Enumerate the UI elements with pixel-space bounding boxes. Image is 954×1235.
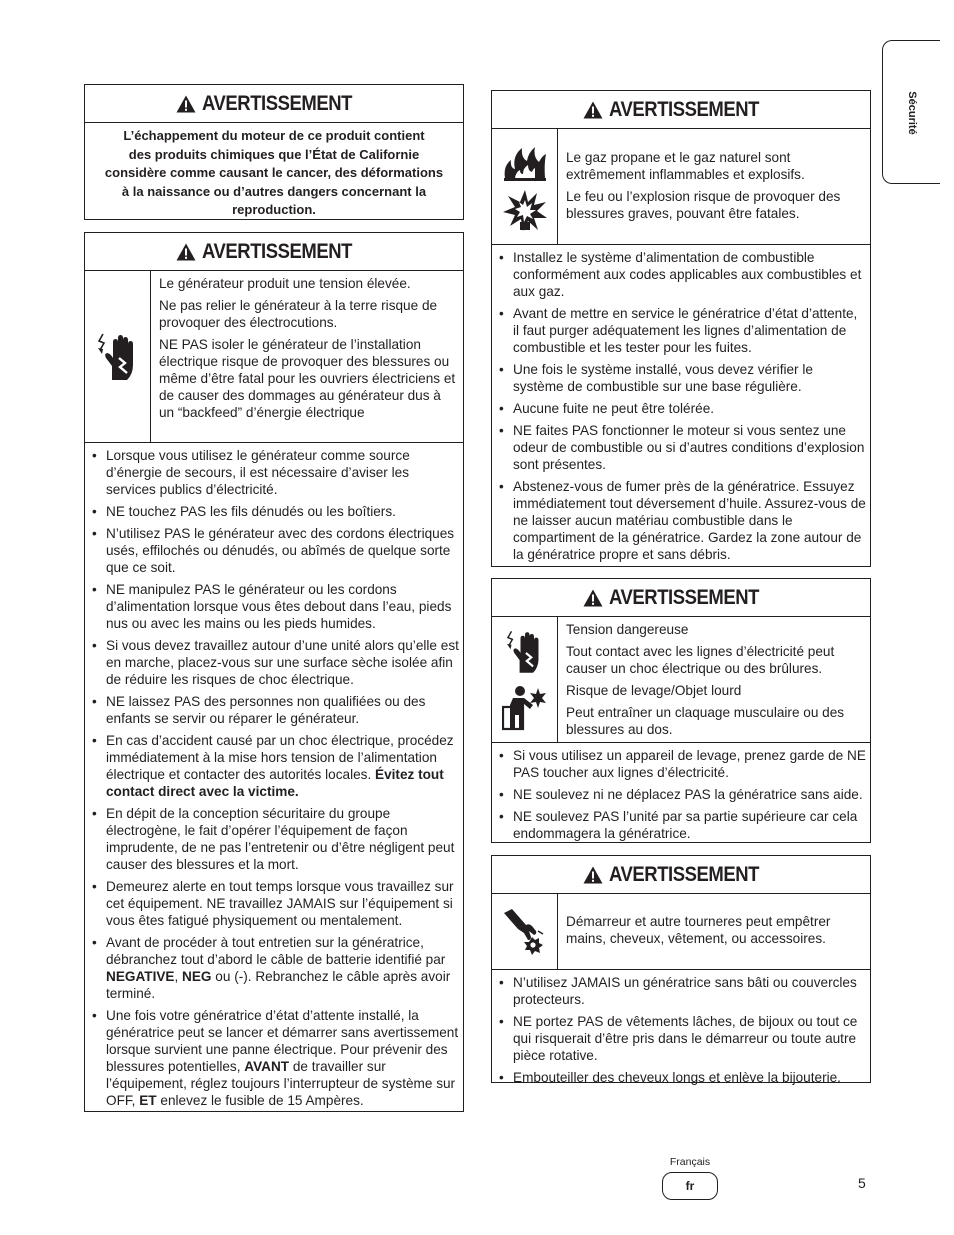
warning-triangle-icon xyxy=(176,243,196,261)
warning-line: L’échappement du moteur de ce produit contient xyxy=(123,128,425,143)
electric-shock-hand-icon xyxy=(98,332,138,382)
list-item-emphasis: AVANT xyxy=(244,1059,290,1074)
list-item: • Installez le système d’alimentation de combustible conformément aux codes applicables aux combustibles et aux gaz. xyxy=(498,249,866,300)
language-label: Français xyxy=(669,1156,711,1168)
warning-triangle-icon xyxy=(583,589,603,607)
explosion-icon xyxy=(502,188,548,232)
hazard-icon-cell xyxy=(492,894,558,969)
hazard-description xyxy=(558,617,870,742)
warning-header xyxy=(492,579,870,617)
list-item-text: En cas d’accident causé par un choc électrique, procédez immédiatement à la mise hors tension de l’alimentation électrique et contacter des autorités locales. xyxy=(106,733,454,782)
hazard-row xyxy=(492,617,870,743)
warning-header xyxy=(85,85,463,123)
warning-triangle-icon xyxy=(583,101,603,119)
hazard-icon-cell xyxy=(492,129,558,244)
list-item: • N’utilisez PAS le générateur avec des cordons électriques usés, effilochés ou dénudés, ou abîmés de quelque sorte que ce soit. xyxy=(91,525,459,576)
warning-line: considère comme causant le cancer, des déformations xyxy=(104,165,444,181)
hazard-icon-cell xyxy=(492,617,558,742)
language-code-badge[interactable] xyxy=(662,1172,718,1200)
safety-instructions-list xyxy=(492,743,870,842)
list-item: • Demeurez alerte en tout temps lorsque vous travaillez sur cet équipement. NE travaillez JAMAIS sur l’équipement si vous êtes fatigué physiquement ou mentalement. xyxy=(91,878,459,929)
hazard-description xyxy=(558,894,870,969)
hazard-text: Tout contact avec les lignes d’électricité peut causer un choc électrique ou des brûlures. xyxy=(566,644,835,676)
warning-line: à la naissance ou d’autres dangers concernant la xyxy=(121,183,427,199)
fuel-warning-box xyxy=(491,90,871,567)
warning-header-label: AVERTISSEMENT xyxy=(608,97,759,121)
list-item-emphasis: ET xyxy=(139,1093,157,1108)
warning-header-label: AVERTISSEMENT xyxy=(608,862,759,886)
list-item: • NE soulevez PAS l’unité par sa partie supérieure car cela endommagera la génératrice. xyxy=(498,808,866,842)
list-item: • Abstenez-vous de fumer près de la génératrice. Essuyez immédiatement tout déversement d’huile. Assurez-vous de ne laisser aucun matériau combustible dans le compartiment de la génératrice. Gardez la zone autour de la génératrice propre et sans débris. xyxy=(498,478,866,563)
warning-header xyxy=(85,233,463,271)
safety-instructions-list xyxy=(85,443,463,1109)
list-item: • En dépit de la conception sécuritaire du groupe électrogène, le fait d’opérer l’équipement de façon imprudente, de ne pas l’entretenir ou d’être négligent peut causer des blessures et la mort. xyxy=(91,805,459,873)
warning-triangle-icon xyxy=(176,95,196,113)
list-item: • Avant de mettre en service le génératrice d’état d’attente, il faut purger adéquatement les lignes d’alimentation de combustible et les tester pour les fuites. xyxy=(498,305,866,356)
warning-header-label: AVERTISSEMENT xyxy=(201,239,352,263)
hazard-text: Le feu ou l’explosion risque de provoquer des blessures graves, pouvant être fatales. xyxy=(566,189,841,221)
list-item: • Si vous devez travaillez autour d’une unité alors qu’elle est en marche, placez-vous sur une surface sèche isolée afin de réduire les risques de choc électrique. xyxy=(91,637,459,688)
warning-header-label: AVERTISSEMENT xyxy=(201,91,352,115)
list-item: • NE touchez PAS les fils dénudés ou les boîtiers. xyxy=(91,503,459,520)
list-item-emphasis: NEG xyxy=(182,969,212,984)
list-item: • Lorsque vous utilisez le générateur comme source d’énergie de secours, il est nécessaire d’aviser les services publics d’électricité. xyxy=(91,447,459,498)
list-item-emphasis: Évitez tout contact direct avec la victime. xyxy=(106,767,444,799)
list-item-text: Avant de procéder à tout entretien sur la génératrice, débranchez tout d’abord le câble de batterie identifié par xyxy=(106,935,446,967)
california-warning-box xyxy=(84,84,464,220)
hazard-row xyxy=(492,894,870,970)
safety-instructions-list xyxy=(492,970,870,1086)
list-item-text: enlevez le fusible de 15 Ampères. xyxy=(156,1093,364,1108)
warning-header xyxy=(492,856,870,894)
hazard-text: Le gaz propane et le gaz naturel sont extrêmement inflammables et explosifs. xyxy=(566,150,805,182)
heavy-lift-icon xyxy=(502,685,548,731)
hazard-text: Peut entraîner un claquage musculaire ou des blessures au dos. xyxy=(566,705,845,737)
list-item: • NE soulevez ni ne déplacez PAS la génératrice sans aide. xyxy=(498,786,866,803)
language-code: fr xyxy=(685,1179,695,1193)
list-item: • Aucune fuite ne peut être tolérée. xyxy=(498,400,866,417)
page-number: 5 xyxy=(858,1175,866,1191)
hazard-icon-cell xyxy=(85,271,151,442)
hazard-text: Ne pas relier le générateur à la terre risque de provoquer des électrocutions. xyxy=(159,298,438,330)
list-item xyxy=(91,732,459,800)
entanglement-warning-box xyxy=(491,855,871,1083)
list-item: • NE faites PAS fonctionner le moteur si vous sentez une odeur de combustible ou si d’autres conditions d’explosion sont présentes. xyxy=(498,422,866,473)
warning-header xyxy=(492,91,870,129)
electrical-warning-box xyxy=(84,232,464,1112)
hazard-description xyxy=(151,271,463,442)
list-item: • NE laissez PAS des personnes non qualifiées ou des enfants se servir ou réparer le générateur. xyxy=(91,693,459,727)
list-item: • Si vous utilisez un appareil de levage, prenez garde de NE PAS toucher aux lignes d’électricité. xyxy=(498,747,866,781)
list-item: • NE manipulez PAS le générateur ou les cordons d’alimentation lorsque vous êtes debout dans l’eau, pieds nus ou avec les mains ou les pieds humides. xyxy=(91,581,459,632)
entanglement-hand-icon xyxy=(502,907,548,957)
hazard-text: NE PAS isoler le générateur de l’installation électrique risque de provoquer des blessures ou même d’être fatal pour les ouvriers électriciens et de causer des dommages au générateur dus à un “backfeed” d’énergie électrique xyxy=(159,337,456,420)
hazard-text: Risque de levage/Objet lourd xyxy=(566,683,742,698)
california-warning-text xyxy=(85,123,463,220)
list-item-text: , xyxy=(174,969,183,984)
list-item xyxy=(91,1007,459,1109)
warning-triangle-icon xyxy=(583,866,603,884)
section-tab[interactable] xyxy=(882,40,940,184)
hazard-text: Le générateur produit une tension élevée. xyxy=(159,276,411,291)
safety-instructions-list xyxy=(492,245,870,563)
hazard-text: Démarreur et autre tourneres peut empêtrer mains, cheveux, vêtement, ou accessoires. xyxy=(566,914,831,946)
list-item-text: Une fois votre génératrice d’état d’attente installé, la génératrice peut se lancer et démarrer sans avertissement lorsque survient une panne électrique. Pour prévenir des blessures potentielles, xyxy=(106,1008,459,1074)
list-item: • N’utilisez JAMAIS un génératrice sans bâti ou couvercles protecteurs. xyxy=(498,974,866,1008)
list-item: • Embouteiller des cheveux longs et enlève la bijouterie. xyxy=(498,1069,866,1086)
list-item: • NE portez PAS de vêtements lâches, de bijoux ou tout ce qui risquerait d’être pris dans le démarreur ou toute autre pièce rotative. xyxy=(498,1013,866,1064)
list-item-text: ou (-). Rebranchez le câble après avoir terminé. xyxy=(106,969,451,1001)
hazard-text: Tension dangereuse xyxy=(566,622,689,637)
warning-line: reproduction. xyxy=(232,202,316,218)
fire-icon xyxy=(502,142,548,182)
electric-shock-hand-icon xyxy=(507,629,543,675)
lifting-warning-box xyxy=(491,578,871,843)
hazard-row xyxy=(492,129,870,245)
hazard-description xyxy=(558,129,870,244)
list-item-emphasis: NEGATIVE xyxy=(106,969,175,984)
section-tab-label: Sécurité xyxy=(906,91,918,135)
warning-line: des produits chimiques que l’État de Californie xyxy=(128,146,420,162)
list-item: • Une fois le système installé, vous devez vérifier le système de combustible sur une base régulière. xyxy=(498,361,866,395)
list-item-text: de travailler sur l’équipement, réglez toujours l’interrupteur de système sur OFF, xyxy=(106,1059,456,1108)
hazard-row xyxy=(85,271,463,443)
warning-header-label: AVERTISSEMENT xyxy=(608,585,759,609)
list-item xyxy=(91,934,459,1002)
